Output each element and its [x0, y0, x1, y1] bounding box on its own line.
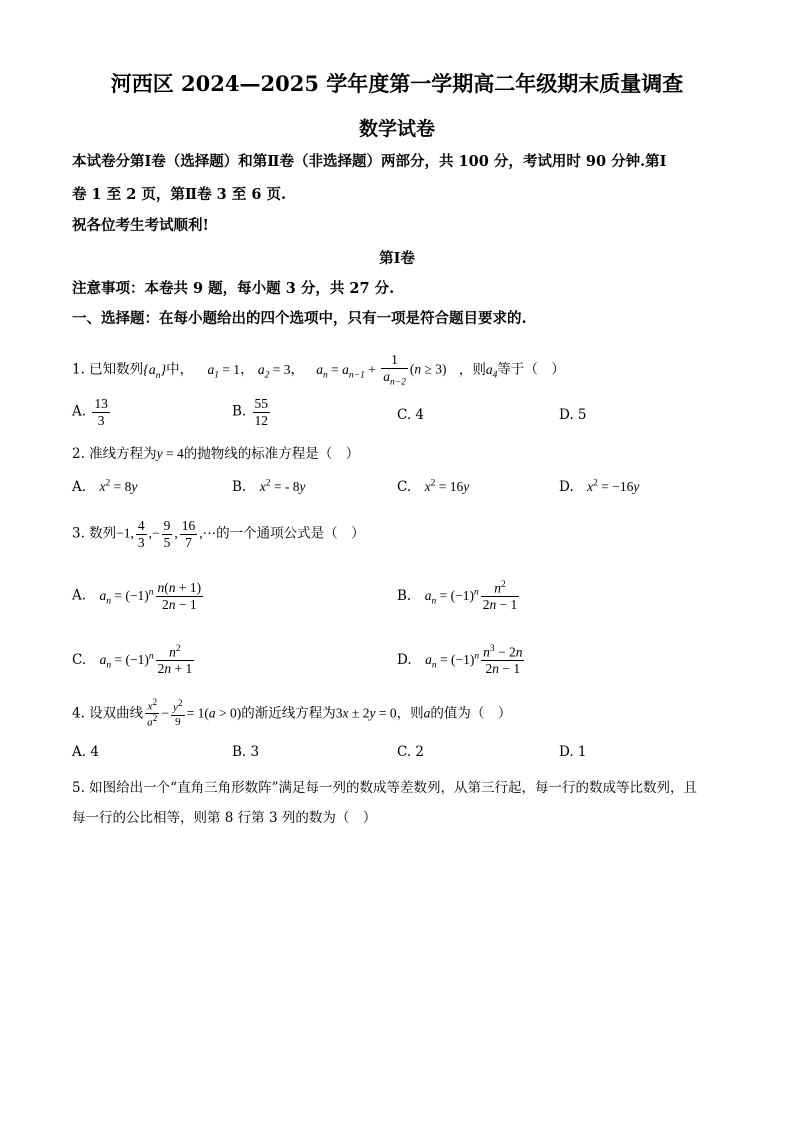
q4-option-d: D. 1: [559, 744, 587, 760]
q3-option-b: B. $a_n = (-1)^n$ $\frac{n^2}{2n - 1}$: [397, 580, 518, 613]
question-4: 4. 设双曲线 $\frac{x^2}{a^2}$ − $\frac{y^2}{9}$ = 1(a > 0)的渐近线方程为3x ± 2y = 0，则a的值为（ ）: [72, 698, 512, 729]
q3-option-c: C. $a_n = (-1)^n$ $\frac{n^2}{2n + 1}$: [72, 644, 193, 677]
question-2: 2. 准线方程为y = 4的抛物线的标准方程是（ ）: [72, 446, 360, 462]
q1-option-d: D. 5: [559, 407, 587, 423]
q3-option-a: A. $a_n = (-1)^n$ $\frac{n(n + 1)}{2n - 1}$: [72, 580, 202, 612]
q4-option-b: B. 3: [232, 744, 260, 760]
intro-line-1: 本试卷分第Ⅰ卷（选择题）和第Ⅱ卷（非选择题）两部分，共 100 分，考试用时 90 分钟.第Ⅰ: [72, 153, 667, 170]
q3-option-d: D. $a_n = (-1)^n$ $\frac{n^3 - 2n}{2n - 1}$: [397, 644, 523, 677]
question-1: 1. 已知数列$\{a_n\}$中， $a_1 = 1$， $a_2 = 3$， $a_n = a_{n-1}$ + $\frac{1}{a_{n-2}}$ (n ≥ 3) ，则$a_4$等于（ ）: [72, 352, 565, 388]
question-5-line-1: 5. 如图给出一个“直角三角形数阵”满足每一列的数成等差数列，从第三行起，每一行的数成等比数列，且: [72, 780, 697, 796]
question-3: 3. 数列−1, $\frac{4}{3}$ ,− $\frac{9}{5}$ , $\frac{16}{7}$ ,⋯的一个通项公式是（ ）: [72, 518, 365, 550]
q2-option-b: B. $x^2$ = - 8y: [232, 478, 306, 495]
question-5-line-2: 每一行的公比相等，则第 8 行第 3 列的数为（ ）: [72, 810, 377, 826]
exam-subtitle: 数学试卷: [358, 118, 435, 140]
q1-option-c: C. 4: [397, 407, 425, 423]
intro-wish: 祝各位考生考试顺利!: [72, 217, 209, 234]
q1-option-b: B. $\frac{55}{12}$: [232, 396, 269, 428]
intro-line-2: 卷 1 至 2 页，第Ⅱ卷 3 至 6 页.: [72, 186, 287, 203]
q4-option-a: A. 4: [72, 744, 99, 760]
q4-option-c: C. 2: [397, 744, 425, 760]
exam-title: 河西区 2024—2025 学年度第一学期高二年级期末质量调查: [110, 71, 684, 96]
part-heading: 一、选择题：在每小题给出的四个选项中，只有一项是符合题目要求的.: [72, 310, 527, 327]
notice: 注意事项：本卷共 9 题，每小题 3 分，共 27 分.: [72, 280, 395, 297]
q2-option-d: D. $x^2 = -16y$: [559, 478, 640, 495]
q2-option-a: A. $x^2 = 8y$: [72, 478, 138, 495]
section-heading: 第Ⅰ卷: [379, 250, 415, 267]
q1-option-a: A. $\frac{13}{3}$: [72, 396, 108, 428]
q2-option-c: C. $x^2 = 16y$: [397, 478, 470, 495]
